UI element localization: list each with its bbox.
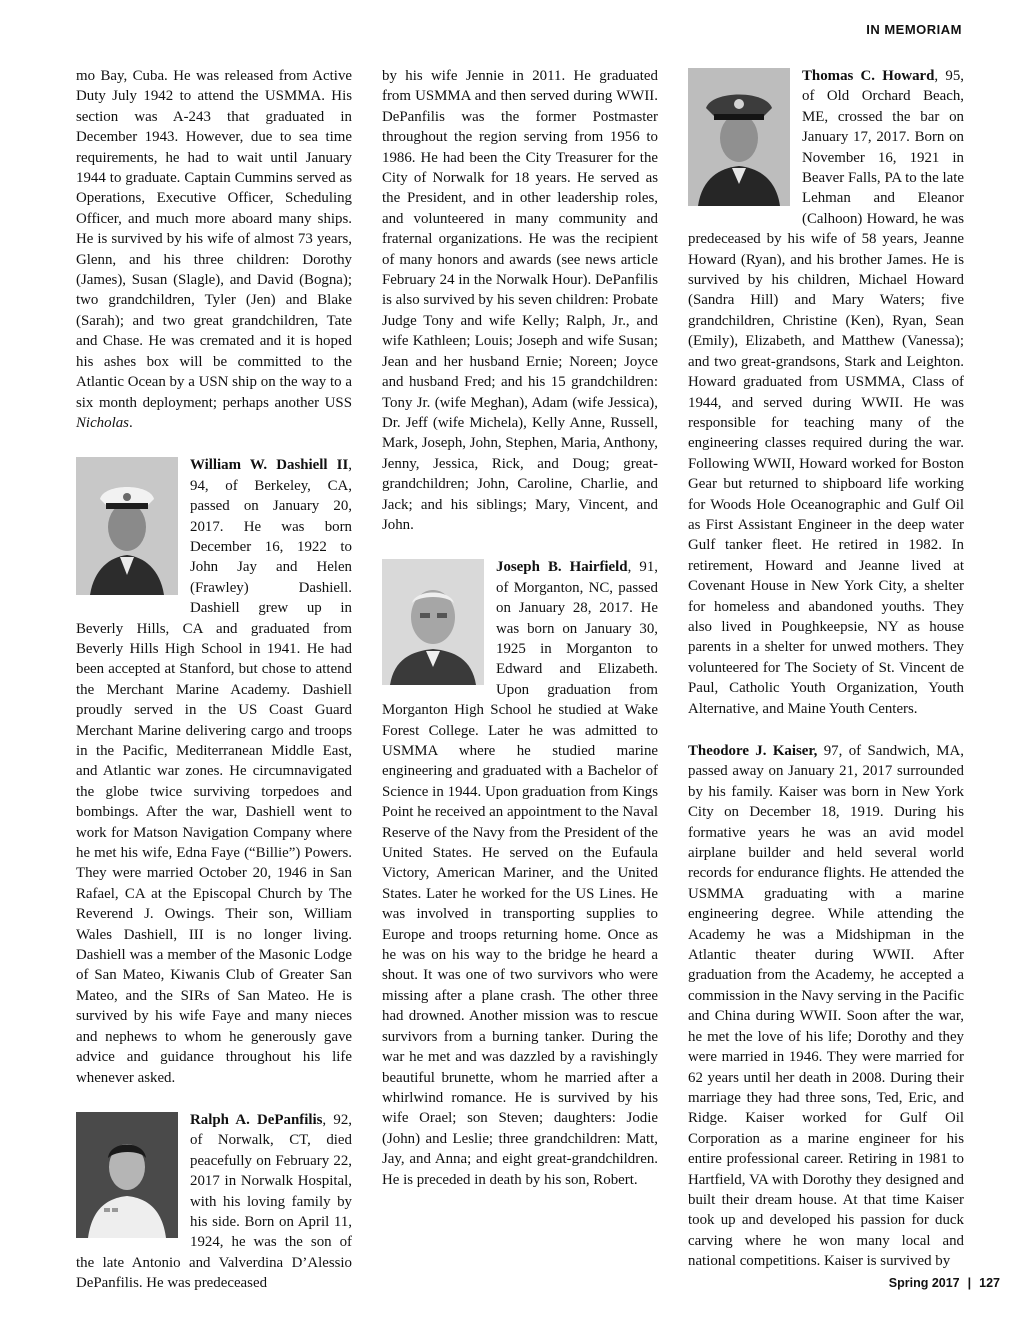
name-howard: Thomas C. Howard	[802, 68, 935, 84]
obituary-depanfilis	[76, 1110, 352, 1294]
column-1	[76, 66, 352, 1294]
text-depanfilis: , 92, of Norwalk, CT, died peacefully on February 22, 2017 in Norwalk Hospital, with his loving family by his side. Born on April 11, 1924, he was the son of the late Antonio and Valverdina D’Alessio DePanfilis. He was predeceased	[76, 1111, 352, 1292]
text-howard: , 95, of Old Orchard Beach, ME, crossed the bar on January 17, 2017. Born on November 16, 1921 in Beaver Falls, PA to the late Lehman and Eleanor (Calhoon) Howard, he was predeceased by his wife of 58 years, Jeanne Howard (Ryan), and his brother James. He is survived by his children, Michael Howard (Sandra Hill) and Mary Waters; five grandchildren, Christine (Ken), Ryan, Sean (Emily), Elizabeth, and Matthew (Vanessa); and two great-grandsons, Stark and Leighton. Howard graduated from USMMA, Class of 1944, and served during WWII. He was responsible for teaching many of the engineering classes required during the war. Following WWII, Howard worked for Boston Gear but returned to shipboard life working for Woods Hole Oceanographic and Gulf Oil as First Assistant Engineer in the deep water Gulf tanker fleet. He retired in 1982. In retirement, Howard and Jeanne lived at Covenant House in New York City, a shelter for homeless and abandoned youths. They also lived in Poughkeepsie, NY as house parents in a shelter for unwed mothers. They volunteered for The Society of St. Vincent de Paul, Catholic Youth Organization, Youth Alternative, and Maine Youth Centers.	[688, 68, 964, 717]
column-3	[688, 66, 964, 1272]
name-hairfield: Joseph B. Hairfield	[496, 559, 628, 576]
obituary-hairfield	[382, 557, 658, 1190]
obituary-dashiell	[76, 455, 352, 1088]
text-kaiser: 97, of Sandwich, MA, passed away on January 21, 2017 surrounded by his family. Kaiser was born in New York City on December 18, 1919. During his formative years he was an avid model airplane builder and held several world records for endurance flights. He attended the USMMA graduating with a marine engineering degree. While attending the Academy he was a Midshipman in the Atlantic theater during WWII. After graduation from the Academy, he accepted a commission in the Navy serving in the Pacific and China during WWII. Soon after the war, he met the love of his life; Dorothy and they were married in 1946. They were married for 62 years until her death in 2008. During their marriage they had three sons, Ted, Eric, and Ridge. Kaiser worked for Gulf Oil Corporation as a marine engineer for his entire professional career. Retiring in 1981 to Hartfield, VA with Dorothy they designed and built their dream house. At that time Kaiser took up and developed his passion for duck carving where he won many local and national competitions. Kaiser is survived by	[688, 743, 965, 1270]
portrait-photo-howard	[688, 68, 790, 206]
name-kaiser: Theodore J. Kaiser,	[688, 743, 818, 759]
cummins-end: .	[128, 414, 133, 431]
section-header: IN MEMORIAM	[866, 22, 962, 37]
cummins-continued	[76, 66, 352, 433]
column-2	[382, 66, 658, 1190]
issue-label: Spring 2017	[888, 1276, 960, 1290]
depanfilis-continued: by his wife Jennie in 2011. He graduated from USMMA and then served during WWII. DePanfilis was the former Postmaster throughout the region serving from 1956 to 1986. He had been the City Treasurer for the City of Norwalk for 18 years. He served as the President, and in other leadership roles, and volunteered in many community and fraternal organizations. He was the recipient of many honors and awards (see news article February 24 in the Norwalk Hour). DePanfilis is also survived by his seven children: Probate Judge Tony and wife Kelly; Ralph, Jr., and wife Kathleen; Louis; Joseph and wife Susan; Jean and her husband Ernie; Noreen; Joyce and husband Fred; and his 15 grandchildren: Tony Jr. (wife Meghan), Adam (wife Jessica), Dr. Jeff (wife Michela), Kelly Anne, Russell, Mark, Joseph, John, Stephen, Maria, Anthony, Jenny, Jessica, Rick, and Doug; great-grandchildren; John, Caroline, Charlie, and Jack; and his siblings; Mary, Vincent, and John.	[382, 68, 658, 533]
portrait-photo-dashiell	[76, 457, 178, 595]
ship-name: Nicholas	[76, 414, 129, 431]
obituary-howard	[688, 66, 964, 719]
name-dashiell: William W. Dashiell II	[190, 457, 349, 474]
portrait-photo-depanfilis	[76, 1112, 178, 1238]
footer-separator: |	[967, 1276, 972, 1290]
cummins-text: mo Bay, Cuba. He was released from Active Duty July 1942 to attend the USMMA. His section was A-243 that graduated in December 1943. However, due to sea time requirements, he had to wait until January 1944 to graduate. Captain Cummins served as Operations, Executive Officer, Scheduling Officer, and much more aboard many ships. He is survived by his wife of almost 73 years, Glenn, and his three children: Dorothy (James), Susan (Slagle), and David (Bogna); two grandchildren, Tyler (Jen) and Blake (Sarah); and two great grandchildren, Tate and Chase. He was cremated and it is hoped his ashes box will be committed to the Atlantic Ocean by a USN ship on the way to a six month deployment; perhaps another USS	[76, 68, 352, 411]
portrait-photo-hairfield	[382, 559, 484, 685]
page-number: 127	[979, 1276, 1000, 1290]
name-depanfilis: Ralph A. DePanfilis	[190, 1111, 323, 1128]
obituary-kaiser	[688, 741, 964, 1272]
text-hairfield: , 91, of Morganton, NC, passed on January 28, 2017. He was born on January 30, 1925 in Morganton to Edward and Elizabeth. Upon graduation from Morganton High School he studied at Wake Forest College. Later he was admitted to USMMA where he studied marine engineering and graduated with a Bachelor of Science in 1944. Upon graduation from Kings Point he received an appointment to the Naval Reserve of the Navy from the President of the United States. He served on the Eufaula Victory, American Mariner, and the United States. Later he worked for the US Lines. He was involved in transporting supplies to Europe and troops returning home. Once as he was on his way to the bridge he heard a shout. It was one of two survivors who were missing after a plane crash. The other three had drowned. Another mission was to rescue survivors from a burning tanker. During the war he met and was dazzled by a ravishingly beautiful brunette, whom he married after a whirlwind romance. He is survived by his wife Orael; son Steven; daughters: Jodie (John) and Leslie; three grandchildren: Matt, Jay, and Anna; and eight great-grandchildren. He is preceded in death by his son, Robert.	[382, 559, 658, 1188]
text-dashiell: , 94, of Berkeley, CA, passed on January 20, 2017. He was born December 16, 1922 to John Jay and Helen (Frawley) Dashiell. Dashiell grew up in Beverly Hills, CA and graduated from Beverly Hills High School in 1941. He had been accepted at Stanford, but chose to attend the Merchant Marine Academy. Dashiell proudly served in the US Coast Guard Merchant Marine delivering cargo and troops in the Pacific, Mediterranean Middle East, and Atlantic war zones. He circumnavigated the globe twice surviving torpedoes and bombings. After the war, Dashiell went to work for Matson Navigation Company where he met his wife, Edna Faye (“Billie”) Powers. They were married October 20, 1946 in San Rafael, CA at the Episcopal Church by The Reverend J. Owings. Their son, William Wales Dashiell, III is no longer living. Dashiell was a member of the Masonic Lodge of San Mateo, Kiwanis Club of Greater San Mateo, and the SIRs of San Mateo. He is survived by his wife Faye and many nieces and nephews to whom he generously gave advice and guidance throughout his life whenever asked.	[76, 457, 352, 1086]
page-footer	[889, 1276, 1000, 1290]
